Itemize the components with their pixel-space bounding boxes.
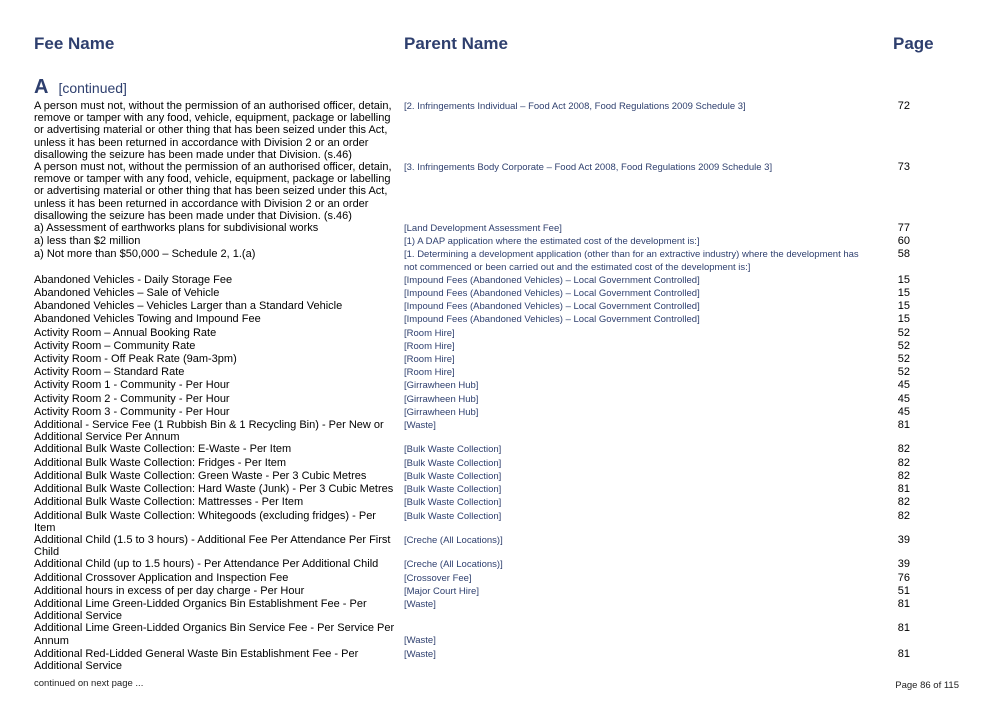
- table-row: [34, 558, 934, 571]
- page-cell: 73: [897, 161, 910, 174]
- fee-name-cell: Activity Room 1 - Community - Per Hour: [34, 379, 230, 392]
- page-cell: 82: [897, 456, 910, 469]
- fee-name-cell: A person must not, without the permission of an authorised officer, detain, remove or tamper with any food, vehicle, equipment, package or labelling or advertising material or other thing that has been seized under this Act, unless it has been returned in accordance with Division 2 or an order disallowing the seizure has been made under that Division. (s.46): [34, 100, 392, 161]
- table-row: [34, 510, 934, 534]
- table-row: [34, 366, 934, 379]
- section-heading: [34, 76, 127, 99]
- fee-name-cell: a) Assessment of earthworks plans for subdivisional works: [34, 222, 319, 235]
- fee-name-cell: Activity Room - Off Peak Rate (9am-3pm): [34, 353, 237, 366]
- table-row: [34, 483, 934, 496]
- page-cell: 39: [897, 558, 910, 571]
- fee-name-cell: Additional Bulk Waste Collection: Hard Waste (Junk) - Per 3 Cubic Metres: [34, 483, 394, 496]
- page-cell: 15: [897, 300, 910, 313]
- fee-name-cell: Activity Room 2 - Community - Per Hour: [34, 392, 230, 405]
- parent-name-cell: [Crossover Fee]: [404, 572, 472, 584]
- parent-name-cell: [3. Infringements Body Corporate – Food Act 2008, Food Regulations 2009 Schedule 3]: [404, 162, 773, 174]
- page-cell: 82: [897, 496, 910, 509]
- parent-name-cell: [Impound Fees (Abandoned Vehicles) – Local Government Controlled]: [404, 288, 700, 300]
- page-cell: 45: [897, 392, 910, 405]
- fee-name-cell: Abandoned Vehicles Towing and Impound Fee: [34, 313, 261, 326]
- parent-name-cell: [Room Hire]: [404, 340, 455, 352]
- page-cell: 72: [897, 100, 910, 112]
- table-row: [34, 353, 934, 366]
- page-cell: 82: [897, 443, 910, 456]
- parent-name-cell: [Waste]: [404, 648, 436, 660]
- continued-note: continued on next page ...: [34, 678, 144, 689]
- fee-table: [34, 100, 934, 672]
- table-row: [34, 248, 934, 273]
- page-cell: 82: [897, 509, 910, 522]
- parent-name-cell: [Room Hire]: [404, 367, 455, 379]
- parent-name-cell: [Major Court Hire]: [404, 585, 479, 597]
- table-row: [34, 379, 934, 392]
- page-cell: 81: [897, 419, 910, 432]
- fee-name-cell: Additional Child (up to 1.5 hours) - Per Attendance Per Additional Child: [34, 558, 379, 571]
- fee-name-cell: Additional Red-Lidded General Waste Bin Establishment Fee - Per Additional Service: [34, 647, 359, 672]
- section-continued: [continued]: [58, 80, 127, 96]
- section-letter: A: [34, 76, 49, 98]
- page-cell: 82: [897, 469, 910, 482]
- fee-name-cell: Activity Room – Standard Rate: [34, 366, 185, 379]
- table-row: [34, 534, 934, 558]
- page-cell: 45: [897, 379, 910, 392]
- table-row: [34, 100, 934, 161]
- parent-name-cell: [Girrawheen Hub]: [404, 406, 479, 418]
- fee-name-cell: a) less than $2 million: [34, 235, 141, 248]
- fee-name-cell: Additional Bulk Waste Collection: Whitegoods (excluding fridges) - Per Item: [34, 509, 376, 534]
- page-cell: 76: [897, 571, 910, 584]
- page-cell: 52: [897, 339, 910, 352]
- page-cell: 51: [897, 584, 910, 597]
- table-row: [34, 457, 934, 470]
- parent-name-cell: [Girrawheen Hub]: [404, 380, 479, 392]
- parent-name-cell: [1. Determining a development application (other than for an extractive industry) where the development has not commenced or been carried out and the estimated cost of the development is:]: [404, 249, 859, 273]
- parent-name-cell: [Room Hire]: [404, 327, 455, 339]
- table-row: [34, 443, 934, 456]
- parent-name-cell: [Impound Fees (Abandoned Vehicles) – Local Government Controlled]: [404, 314, 700, 326]
- table-row: [34, 419, 934, 443]
- parent-name-cell: [Bulk Waste Collection]: [404, 470, 502, 482]
- page-cell: 15: [897, 273, 910, 286]
- table-row: [34, 300, 934, 313]
- parent-name-cell: [Bulk Waste Collection]: [404, 484, 502, 496]
- table-row: [34, 496, 934, 509]
- page-cell: 52: [897, 353, 910, 366]
- fee-name-cell: Additional - Service Fee (1 Rubbish Bin & 1 Recycling Bin) - Per New or Additional Service Per Annum: [34, 419, 384, 444]
- page-cell: 77: [897, 222, 910, 235]
- table-row: [34, 572, 934, 585]
- fee-name-cell: Activity Room – Community Rate: [34, 339, 196, 352]
- page-cell: 15: [897, 287, 910, 300]
- table-row: [34, 274, 934, 287]
- parent-name-cell: [1) A DAP application where the estimated cost of the development is:]: [404, 236, 700, 248]
- parent-name-header: Parent Name: [404, 34, 508, 53]
- table-row: [34, 287, 934, 300]
- page-cell: 52: [897, 366, 910, 379]
- table-row: [34, 340, 934, 353]
- page-number: Page 86 of 115: [895, 680, 959, 691]
- fee-name-cell: Additional Crossover Application and Inspection Fee: [34, 571, 289, 584]
- fee-name-cell: Additional Bulk Waste Collection: Mattresses - Per Item: [34, 496, 304, 509]
- page-header: Page: [893, 34, 934, 53]
- parent-name-cell: [Creche (All Locations)]: [404, 534, 503, 546]
- page-cell: 58: [897, 248, 910, 261]
- page-cell: 39: [897, 533, 910, 546]
- table-row: [34, 222, 934, 235]
- table-row: [34, 598, 934, 622]
- table-row: [34, 622, 934, 647]
- parent-name-cell: [Bulk Waste Collection]: [404, 510, 502, 522]
- page-cell: 15: [897, 313, 910, 326]
- fee-name-cell: Additional Lime Green-Lidded Organics Bin Service Fee - Per Service Per Annum: [34, 622, 395, 647]
- fee-name-header: Fee Name: [34, 34, 115, 53]
- page-cell: 52: [897, 326, 910, 339]
- parent-name-cell: [Bulk Waste Collection]: [404, 497, 502, 509]
- fee-name-cell: Abandoned Vehicles – Sale of Vehicle: [34, 287, 220, 300]
- parent-name-cell: [Room Hire]: [404, 354, 455, 366]
- parent-name-cell: [Bulk Waste Collection]: [404, 444, 502, 456]
- parent-name-cell: [Land Development Assessment Fee]: [404, 223, 562, 235]
- table-row: [34, 406, 934, 419]
- fee-name-cell: Abandoned Vehicles – Vehicles Larger than a Standard Vehicle: [34, 300, 343, 313]
- fee-name-cell: Activity Room 3 - Community - Per Hour: [34, 405, 230, 418]
- fee-name-cell: Additional Bulk Waste Collection: Fridges - Per Item: [34, 456, 287, 469]
- fee-name-cell: Additional Lime Green-Lidded Organics Bin Establishment Fee - Per Additional Service: [34, 597, 367, 623]
- parent-name-cell: [Impound Fees (Abandoned Vehicles) – Local Government Controlled]: [404, 274, 700, 286]
- page-cell: 81: [897, 597, 910, 610]
- fee-name-cell: Additional Bulk Waste Collection: E-Waste - Per Item: [34, 443, 292, 456]
- parent-name-cell: [Waste]: [404, 635, 436, 647]
- parent-name-cell: [Girrawheen Hub]: [404, 393, 479, 405]
- table-row: [34, 470, 934, 483]
- parent-name-cell: [Bulk Waste Collection]: [404, 457, 502, 469]
- fee-name-cell: Additional Bulk Waste Collection: Green Waste - Per 3 Cubic Metres: [34, 469, 367, 482]
- table-row: [34, 327, 934, 340]
- page-cell: 81: [897, 647, 910, 660]
- parent-name-cell: [Creche (All Locations)]: [404, 559, 503, 571]
- fee-name-cell: a) Not more than $50,000 – Schedule 2, 1.(a): [34, 248, 256, 261]
- parent-name-cell: [Waste]: [404, 598, 436, 610]
- parent-name-cell: [2. Infringements Individual – Food Act 2008, Food Regulations 2009 Schedule 3]: [404, 101, 746, 112]
- table-row: [34, 161, 934, 222]
- parent-name-cell: [Impound Fees (Abandoned Vehicles) – Local Government Controlled]: [404, 301, 700, 313]
- table-row: [34, 235, 934, 248]
- page-cell: 81: [897, 483, 910, 496]
- table-row: [34, 648, 934, 672]
- table-row: [34, 393, 934, 406]
- fee-name-cell: Activity Room – Annual Booking Rate: [34, 326, 217, 339]
- page-cell: 81: [897, 622, 910, 635]
- table-row: [34, 585, 934, 598]
- page-cell: 60: [897, 235, 910, 248]
- fee-name-cell: A person must not, without the permission of an authorised officer, detain, remove or tamper with any food, vehicle, equipment, package or labelling or advertising material or other thing that has been seized under this Act, unless it has been returned in accordance with Division 2 or an order disallowing the seizure has been made under that Division. (s.46): [34, 161, 392, 222]
- parent-name-cell: [Waste]: [404, 420, 436, 432]
- fee-name-cell: Additional hours in excess of per day charge - Per Hour: [34, 584, 305, 597]
- page-cell: 45: [897, 405, 910, 418]
- fee-name-cell: Abandoned Vehicles - Daily Storage Fee: [34, 273, 233, 286]
- fee-name-cell: Additional Child (1.5 to 3 hours) - Additional Fee Per Attendance Per First Child: [34, 533, 391, 559]
- table-row: [34, 313, 934, 326]
